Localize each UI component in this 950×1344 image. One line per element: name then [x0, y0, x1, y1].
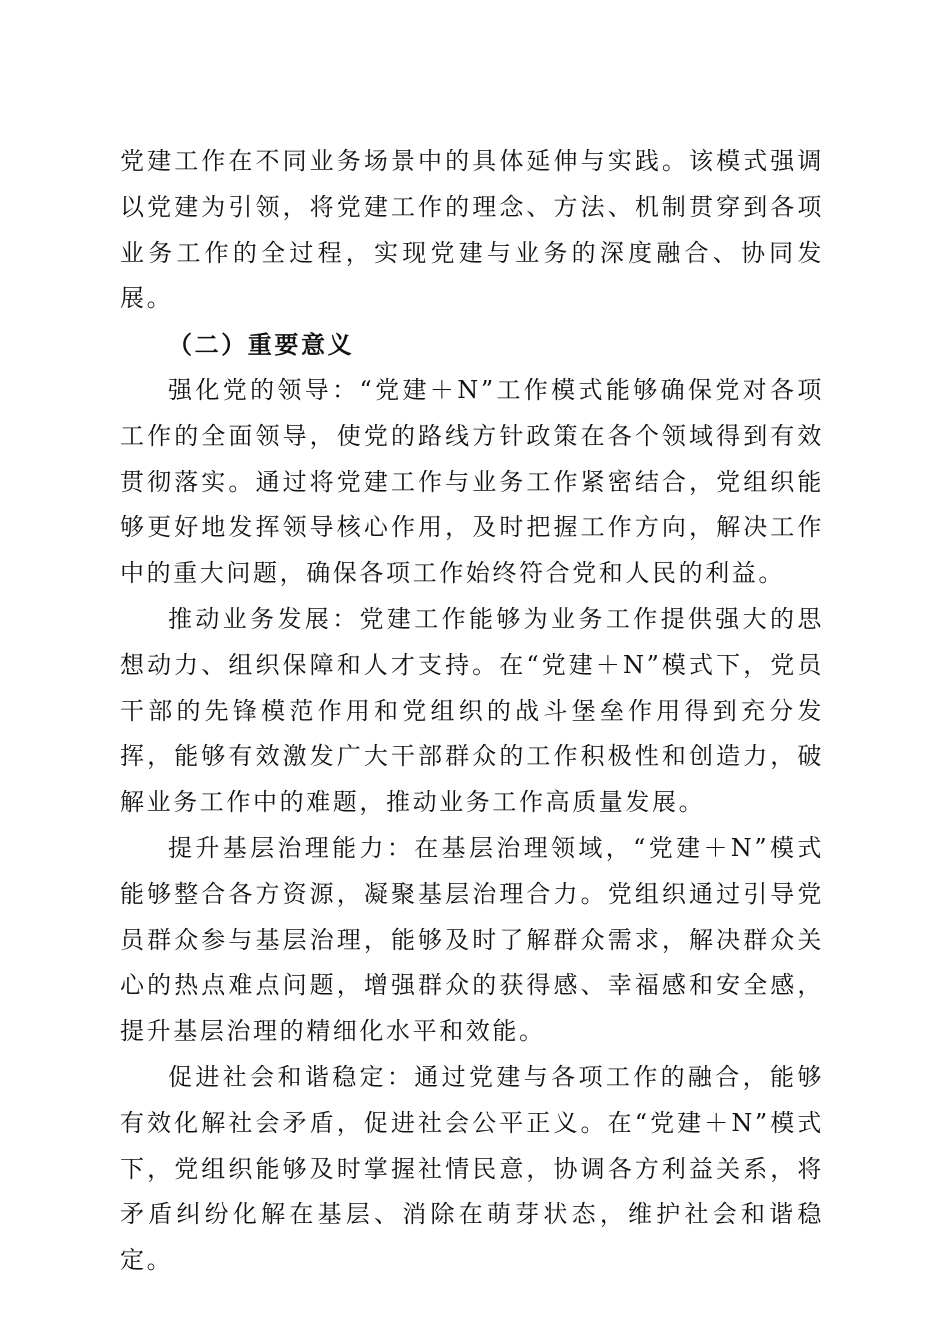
- paragraph-grassroots-governance: 提升基层治理能力：在基层治理领域，“党建＋N”模式能够整合各方资源，凝聚基层治理合力。党组织通过引导党员群众参与基层治理，能够及时了解群众需求，解决群众关心的热点难点问题，增强群众的获得感、幸福感和安全感，提升基层治理的精细化水平和效能。: [120, 833, 824, 1046]
- document-body: [120, 139, 824, 1284]
- paragraph-promote-business: 推动业务发展：党建工作能够为业务工作提供强大的思想动力、组织保障和人才支持。在“党建＋N”模式下，党员干部的先锋模范作用和党组织的战斗堡垒作用得到充分发挥，能够有效激发广大干部群众的工作积极性和创造力，破解业务工作中的难题，推动业务工作高质量发展。: [120, 604, 824, 817]
- section-heading-significance: （二）重要意义: [168, 330, 355, 360]
- paragraph-social-harmony: 促进社会和谐稳定：通过党建与各项工作的融合，能够有效化解社会矛盾，促进社会公平正义。在“党建＋N”模式下，党组织能够及时掌握社情民意，协调各方利益关系，将矛盾纠纷化解在基层、消除在萌芽状态，维护社会和谐稳定。: [120, 1062, 824, 1275]
- paragraph-strengthen-leadership: 强化党的领导：“党建＋N”工作模式能够确保党对各项工作的全面领导，使党的路线方针政策在各个领域得到有效贯彻落实。通过将党建工作与业务工作紧密结合，党组织能够更好地发挥领导核心作用，及时把握工作方向，解决工作中的重大问题，确保各项工作始终符合党和人民的利益。: [120, 375, 824, 588]
- paragraph-continuation: 党建工作在不同业务场景中的具体延伸与实践。该模式强调以党建为引领，将党建工作的理念、方法、机制贯穿到各项业务工作的全过程，实现党建与业务的深度融合、协同发展。: [120, 147, 824, 313]
